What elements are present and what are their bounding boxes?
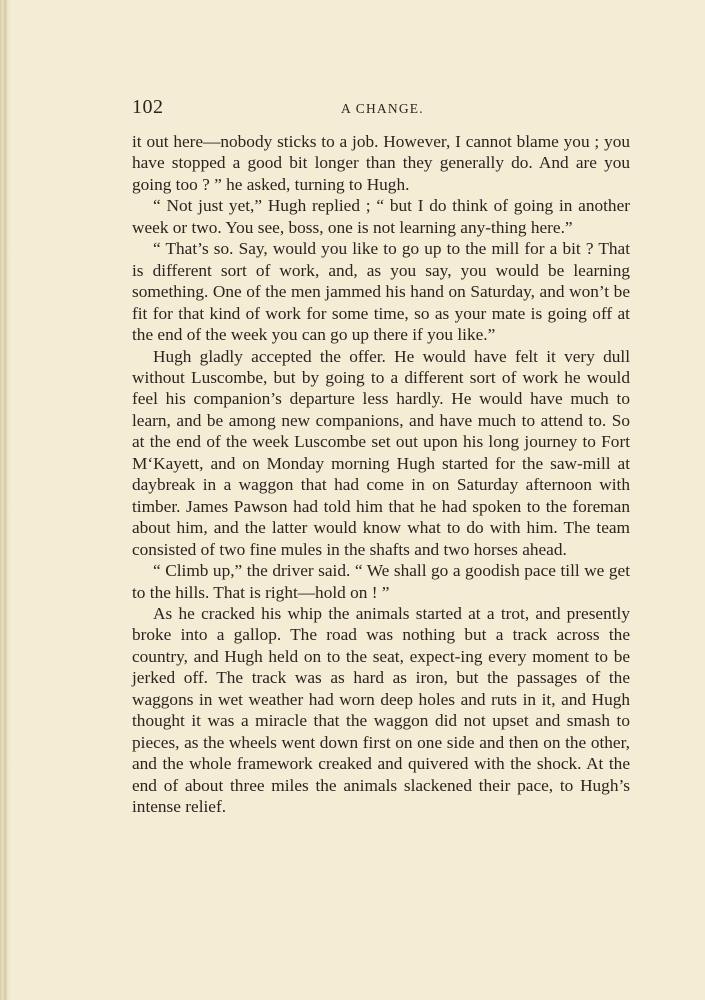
- running-head: A CHANGE.: [341, 101, 424, 116]
- paragraph: “ Climb up,” the driver said. “ We shall go a goodish pace till we get to the hills. That is right—hold on ! ”: [132, 561, 630, 602]
- paragraph: it out here—nobody sticks to a job. However, I cannot blame you ; you have stopped a good bit longer than they generally do. And are you going too ? ” he asked, turning to Hugh.: [132, 132, 630, 194]
- page-number: 102: [132, 96, 164, 118]
- paragraph: Hugh gladly accepted the offer. He would have felt it very dull without Luscombe, but by going to a different sort of work he would feel his companion’s departure less hardly. He would have much to learn, and be among new companions, and have much to attend to. So at the end of the week Luscombe set out upon his long journey to Fort M‘Kayett, and on Monday morning Hugh started for the saw-mill at daybreak in a waggon that had come in on Saturday afternoon with timber. James Pawson had told him that he had spoken to the foreman about him, and the latter would know what to do with him. The team consisted of two fine mules in the shafts and two horses ahead.: [132, 346, 630, 559]
- page-header: [132, 96, 632, 126]
- paragraph: “ That’s so. Say, would you like to go up to the mill for a bit ? That is different sort of work, and, as you say, you would be learning something. One of the men jammed his hand on Saturday, and won’t be fit for that kind of work for some time, so as your mate is going off at the end of the week you can go up there if you like.”: [132, 239, 630, 345]
- body-text: [132, 131, 630, 818]
- paragraph: As he cracked his whip the animals started at a trot, and presently broke into a gallop. The road was nothing but a track across the country, and Hugh held on to the seat, expect-ing every moment to be jerked off. The track was as hard as iron, but the passages of the waggons in wet weather had worn deep holes and ruts in it, and Hugh thought it was a miracle that the waggon did not upset and smash to pieces, as the wheels went down first on one side and then on the other, and the whole framework creaked and quivered with the shock. At the end of about three miles the animals slackened their pace, to Hugh’s intense relief.: [132, 603, 630, 817]
- paragraph: “ Not just yet,” Hugh replied ; “ but I do think of going in another week or two. You see, boss, one is not learning any-thing here.”: [132, 196, 630, 237]
- page-binding-edge: [0, 0, 12, 1000]
